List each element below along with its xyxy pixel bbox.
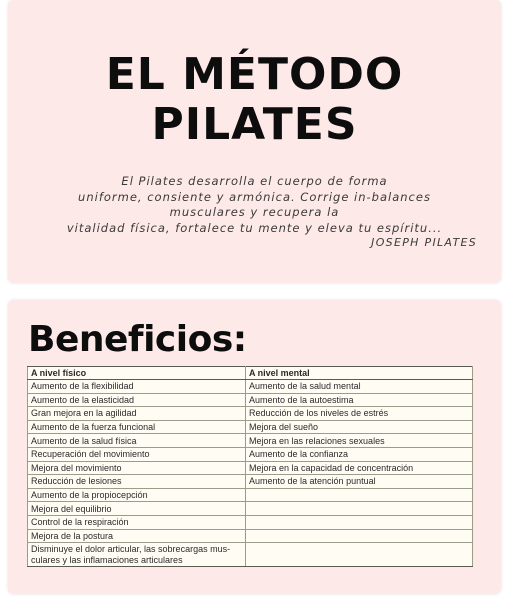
benefits-heading: Beneficios: (28, 319, 247, 360)
table-row (28, 393, 473, 407)
table-header-row (28, 367, 473, 380)
table-row (28, 502, 473, 516)
title-line-1: EL MÉTODO (105, 49, 404, 100)
table-row (28, 407, 473, 421)
cell-physical: Aumento de la fuerza funcional (28, 420, 246, 434)
cell-physical: Disminuye el dolor articular, las sobrecargas mus-culares y las inflamaciones articulares (28, 543, 246, 567)
header-physical: A nivel físico (28, 367, 246, 380)
cell-mental (246, 515, 473, 529)
cell-mental (246, 488, 473, 502)
table-row (28, 515, 473, 529)
quote-line-3: musculares y recupera la (169, 205, 340, 219)
cell-mental (246, 502, 473, 516)
quote-line-2: uniforme, consiente y armónica. Corrige in-balances (78, 189, 431, 204)
cell-physical: Control de la respiración (28, 515, 246, 529)
cell-mental: Aumento de la atención puntual (246, 475, 473, 489)
cell-physical: Reducción de lesiones (28, 475, 246, 489)
benefits-table (27, 366, 473, 567)
cell-physical: Mejora de la postura (28, 529, 246, 543)
header-mental: A nivel mental (246, 367, 473, 380)
cell-mental (246, 543, 473, 567)
cell-mental: Reducción de los niveles de estrés (246, 407, 473, 421)
table-row (28, 447, 473, 461)
cell-physical: Recuperación del movimiento (28, 447, 246, 461)
cell-mental: Mejora del sueño (246, 420, 473, 434)
cell-physical: Aumento de la propiocepción (28, 488, 246, 502)
table-row (28, 488, 473, 502)
cell-mental: Aumento de la autoestima (246, 393, 473, 407)
quote (0, 174, 509, 236)
cell-mental: Aumento de la confianza (246, 447, 473, 461)
cell-mental (246, 529, 473, 543)
cell-mental: Mejora en las relaciones sexuales (246, 434, 473, 448)
table-row (28, 543, 473, 567)
cell-physical: Gran mejora en la agilidad (28, 407, 246, 421)
cell-physical: Aumento de la elasticidad (28, 393, 246, 407)
cell-physical: Aumento de la flexibilidad (28, 380, 246, 394)
table-row (28, 380, 473, 394)
quote-line-4: vitalidad física, fortalece tu mente y eleva tu espíritu... (66, 220, 443, 235)
table-row (28, 475, 473, 489)
cell-physical: Aumento de la salud física (28, 434, 246, 448)
cell-physical: Mejora del equilibrio (28, 502, 246, 516)
quote-line-1: El Pilates desarrolla el cuerpo de forma (121, 174, 388, 188)
table-row (28, 461, 473, 475)
title-line-2: PILATES (151, 99, 358, 150)
table-row (28, 434, 473, 448)
cell-mental: Aumento de la salud mental (246, 380, 473, 394)
cell-physical: Mejora del movimiento (28, 461, 246, 475)
cell-mental: Mejora en la capacidad de concentración (246, 461, 473, 475)
table-body (28, 380, 473, 567)
quote-author: JOSEPH PILATES (371, 236, 477, 249)
table-row (28, 529, 473, 543)
table-row (28, 420, 473, 434)
page-title (0, 50, 509, 150)
